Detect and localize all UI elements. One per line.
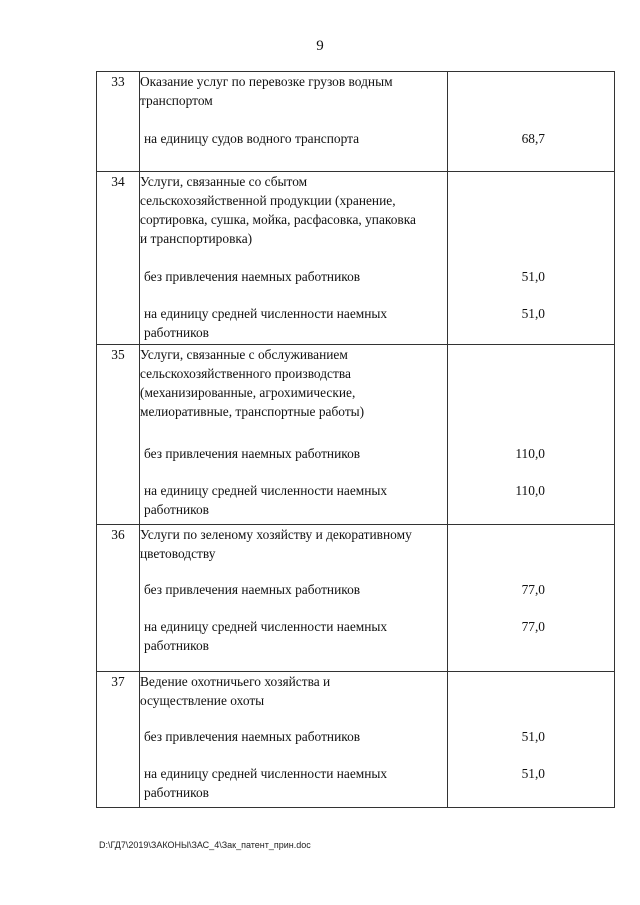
service-title: Оказание услуг по перевозке грузов водным транспортом: [140, 74, 393, 108]
item-label: на единицу средней численности наемных работников: [144, 619, 388, 653]
row-number: 33: [97, 72, 140, 172]
table-row: [97, 72, 615, 172]
item-value: 51,0: [521, 729, 545, 744]
row-values: [448, 672, 615, 808]
table-row: [97, 345, 615, 525]
page-number: 9: [316, 38, 324, 54]
service-title: Услуги по зеленому хозяйству и декоративному цветоводству: [140, 527, 412, 561]
table-row: [97, 672, 615, 808]
row-values: [448, 172, 615, 345]
service-title: Услуги, связанные с обслуживанием сельскохозяйственного производства (механизированные, агрохимические, мелиоративные, транспортные работы): [140, 347, 365, 419]
item-value: 51,0: [521, 766, 545, 781]
tariff-table: [96, 71, 615, 808]
item-label: без привлечения наемных работников: [144, 446, 361, 461]
service-title: Ведение охотничьего хозяйства и осуществление охоты: [140, 674, 331, 708]
row-values: [448, 72, 615, 172]
row-number: 35: [97, 345, 140, 525]
item-label: без привлечения наемных работников: [144, 729, 361, 744]
item-label: на единицу судов водного транспорта: [144, 131, 360, 146]
item-value: 110,0: [515, 446, 545, 461]
item-label: без привлечения наемных работников: [144, 269, 361, 284]
item-label: на единицу средней численности наемных работников: [144, 766, 388, 800]
row-values: [448, 525, 615, 672]
row-description: [140, 172, 448, 345]
row-values: [448, 345, 615, 525]
item-value: 68,7: [521, 131, 545, 146]
item-label: на единицу средней численности наемных работников: [144, 306, 388, 340]
item-label: на единицу средней численности наемных работников: [144, 483, 388, 517]
table-row: [97, 172, 615, 345]
footer-file-path: D:\ГД7\2019\ЗАКОНЫ\ЗАС_4\Зак_патент_прин.doc: [99, 840, 311, 850]
item-label: без привлечения наемных работников: [144, 582, 361, 597]
row-description: [140, 345, 448, 525]
service-title: Услуги, связанные со сбытом сельскохозяйственной продукции (хранение, сортировка, сушка, мойка, расфасовка, упаковка и транспортировка): [140, 174, 416, 246]
row-number: 37: [97, 672, 140, 808]
item-value: 77,0: [521, 619, 545, 634]
item-value: 77,0: [521, 582, 545, 597]
table-row: [97, 525, 615, 672]
row-description: [140, 525, 448, 672]
item-value: 51,0: [521, 306, 545, 321]
row-number: 36: [97, 525, 140, 672]
row-number: 34: [97, 172, 140, 345]
item-value: 51,0: [521, 269, 545, 284]
row-description: [140, 72, 448, 172]
row-description: [140, 672, 448, 808]
item-value: 110,0: [515, 483, 545, 498]
